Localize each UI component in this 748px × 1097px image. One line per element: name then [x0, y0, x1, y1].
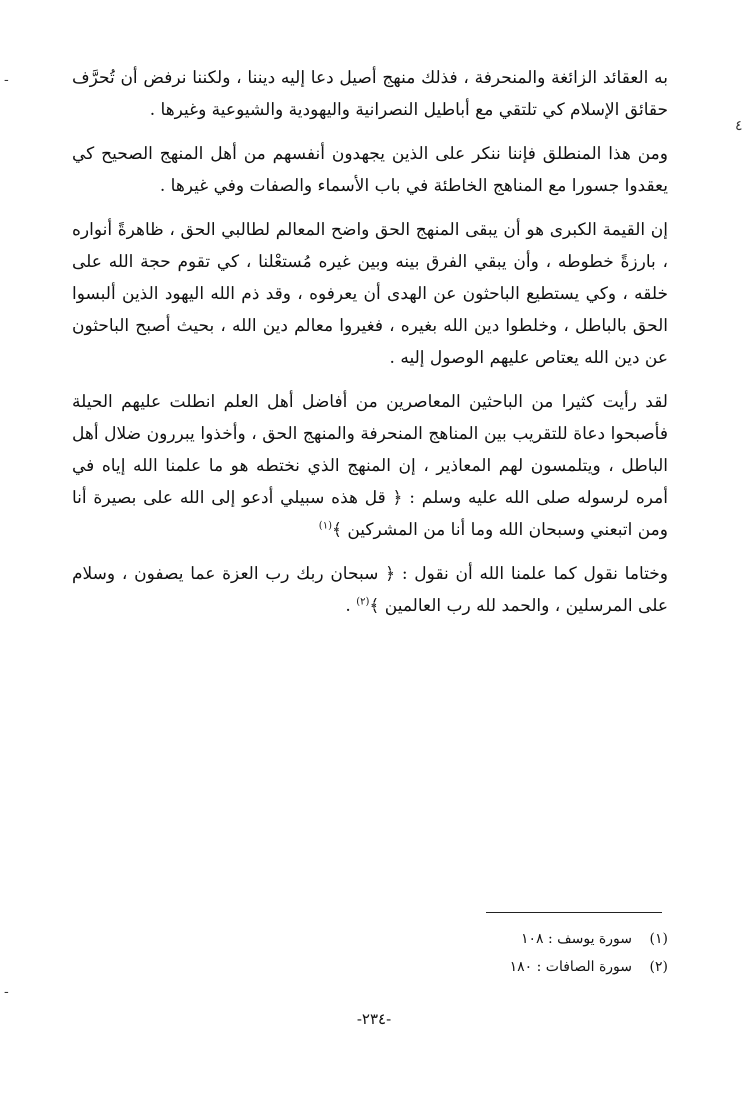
margin-mark: -	[4, 984, 9, 1000]
footnote-text: سورة يوسف : ١٠٨	[520, 931, 632, 947]
paragraph: إن القيمة الكبرى هو أن يبقى المنهج الحق واضح المعالم لطالبي الحق ، ظاهرةً أنواره ، بارزةً خطوطه ، وأن يبقي الفرق بينه وبين غيره مُستعْلنا ، كي تقوم حجة الله على خلقه ، وكي يستطيع الباحثون عن الهدى أن يعرفوه ، وقد ذم الله اليهود الذين ألبسوا الحق بالباطل ، وخلطوا دين الله بغيره ، فغيروا معالم دين الله ، بحيث أصبح الباحثون عن دين الله يعتاص عليهم الوصول إليه .	[72, 220, 668, 368]
footnote-divider	[486, 912, 662, 913]
margin-mark: ٤	[735, 118, 743, 134]
footnote-ref[interactable]: (١)	[318, 520, 332, 532]
footnote-number: (٢)	[649, 959, 668, 975]
footnote-ref[interactable]: (٢)	[356, 596, 370, 608]
paragraph: به العقائد الزائغة والمنحرفة ، فذلك منهج أصيل دعا إليه ديننا ، ولكننا نرفض أن تُحرَّف حقائق الإسلام كي تلتقي مع أباطيل النصرانية واليهودية والشيوعية وغيرها .	[72, 68, 668, 120]
paragraph-with-footnote	[72, 386, 668, 546]
page-number: -٢٣٤-	[356, 1010, 392, 1028]
footnote-number: (١)	[649, 931, 668, 947]
footnote	[368, 925, 668, 953]
body-text	[72, 62, 668, 634]
paragraph-text: لقد رأيت كثيرا من الباحثين المعاصرين من أفاضل أهل العلم انطلت عليهم الحيلة فأصبحوا دعاة للتقريب بين المناهج المنحرفة والمنهج الحق ، وأخذوا يبررون ضلال أهل الباطل ، ويتلمسون لهم المعاذير ، إن المنهج الذي نختطه هو ما علمنا الله إياه في أمره لرسوله صلى الله عليه وسلم : ﴿ قل هذه سبيلي أدعو إلى الله على بصيرة أنا ومن اتبعني وسبحان الله وما أنا من المشركين ﴾	[72, 392, 668, 540]
paragraph: ومن هذا المنطلق فإننا ننكر على الذين يجهدون أنفسهم من أهل المنهج الصحيح كي يعقدوا جسورا مع المناهج الخاطئة في باب الأسماء والصفات وفي غيرها .	[72, 144, 668, 196]
footnote-text: سورة الصافات : ١٨٠	[509, 959, 632, 975]
margin-mark: -	[4, 72, 9, 88]
footnotes	[368, 925, 668, 981]
paragraph-tail: .	[345, 596, 357, 616]
footnote	[368, 953, 668, 981]
paragraph-with-footnote	[72, 558, 668, 622]
paragraph-text: وختاما نقول كما علمنا الله أن نقول : ﴿ سبحان ربك رب العزة عما يصفون ، وسلام على المرسلين ، والحمد لله رب العالمين ﴾	[72, 564, 668, 616]
